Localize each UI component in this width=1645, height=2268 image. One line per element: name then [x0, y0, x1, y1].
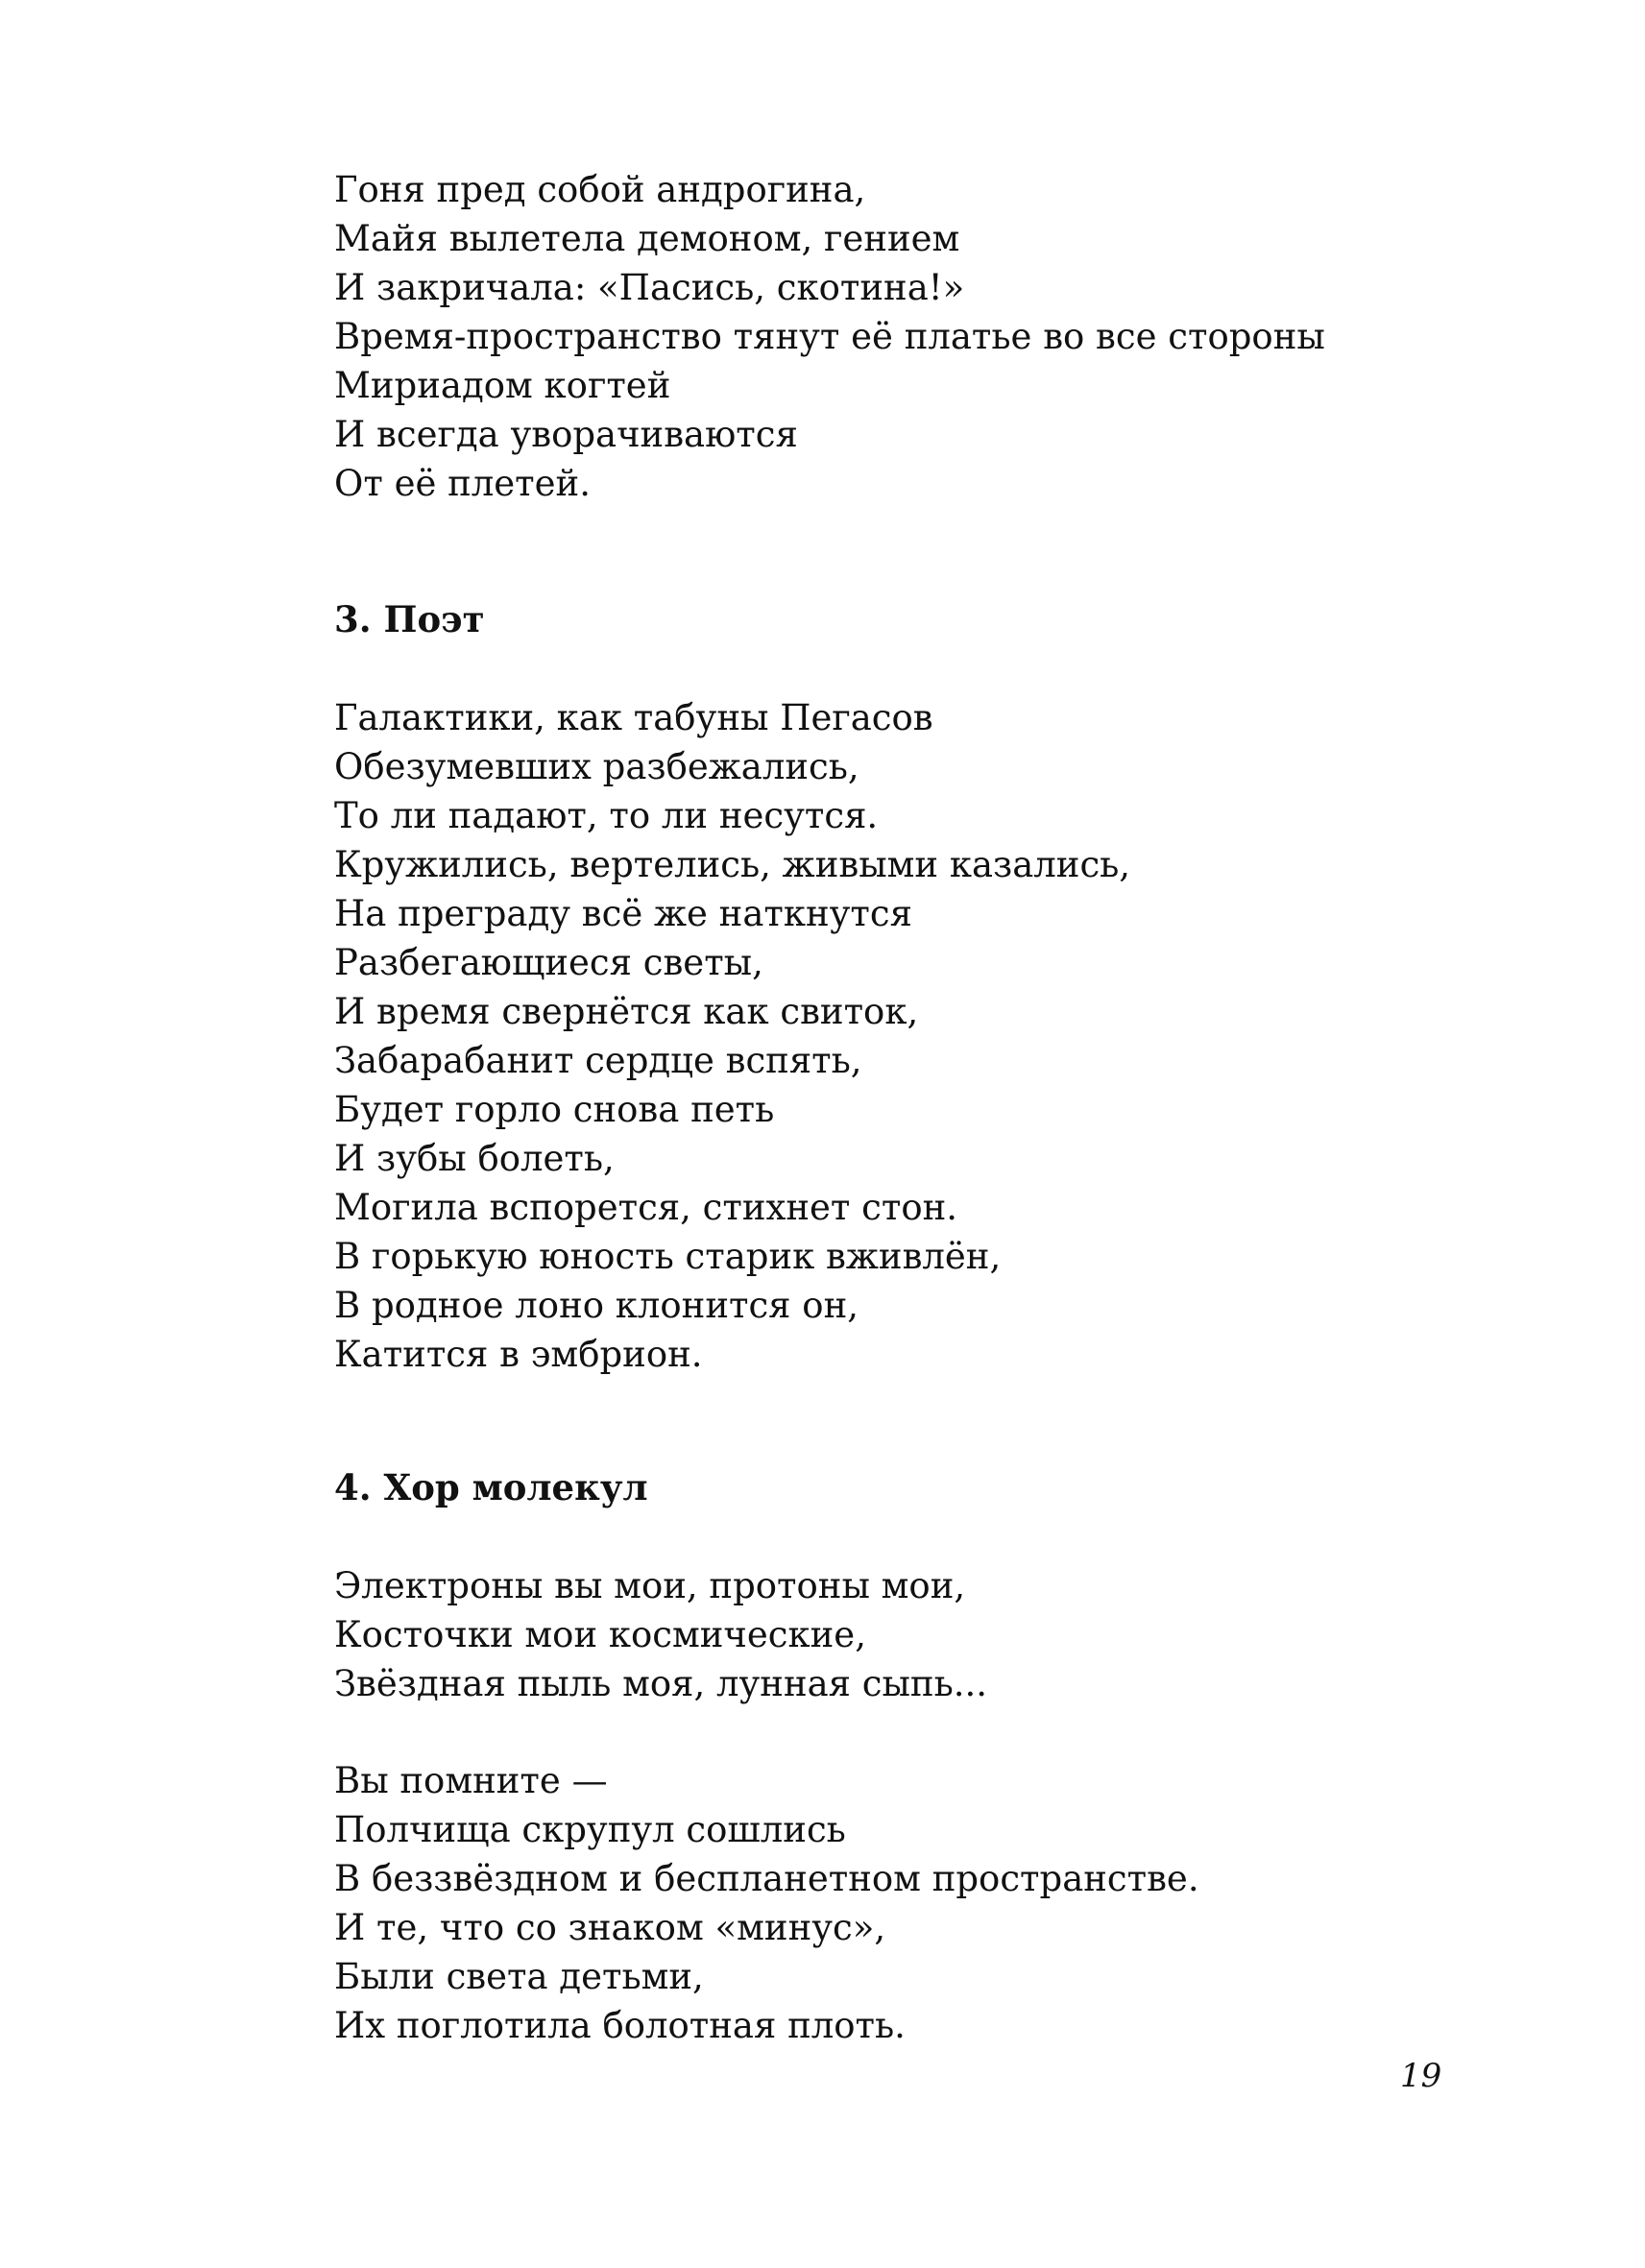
verse-line: И всегда уворачиваются	[334, 414, 798, 455]
section-heading: 3. Поэт	[334, 598, 485, 640]
section-4-stanza-a	[334, 1561, 987, 1708]
verse-line: Время-пространство тянут её платье во все стороны	[334, 316, 1325, 357]
verse-line: Майя вылетела демоном, гением	[334, 218, 960, 259]
section-4-stanza-b	[334, 1756, 1199, 2050]
verse-line: Могила вспорется, стихнет стон.	[334, 1187, 958, 1228]
verse-line: Забарабанит сердце вспять,	[334, 1040, 862, 1081]
verse-line: Будет горло снова петь	[334, 1089, 775, 1130]
verse-line: Электроны вы мои, протоны мои,	[334, 1565, 966, 1606]
verse-line: И время свернётся как свиток,	[334, 991, 919, 1032]
verse-line: Полчища скрупул сошлись	[334, 1809, 846, 1850]
verse-line: От её плетей.	[334, 463, 591, 504]
verse-line: Гоня пред собой андрогина,	[334, 169, 866, 210]
verse-line: Галактики, как табуны Пегасов	[334, 697, 933, 738]
verse-line: В горькую юность старик вживлён,	[334, 1236, 1002, 1277]
section-3-heading-block	[334, 595, 485, 644]
verse-line: Вы помните —	[334, 1760, 608, 1801]
verse-line: В беззвёздном и беспланетном пространстве.	[334, 1858, 1199, 1899]
section-heading: 4. Хор молекул	[334, 1466, 648, 1508]
verse-line: И закричала: «Пасись, скотина!»	[334, 267, 965, 308]
verse-line: Косточки мои космические,	[334, 1614, 866, 1655]
verse-line: И зубы болеть,	[334, 1138, 615, 1179]
verse-line: Кружились, вертелись, живыми казались,	[334, 844, 1131, 885]
section-4-heading-block	[334, 1463, 648, 1512]
verse-line: Их поглотила болотная плоть.	[334, 2005, 906, 2046]
page-number: 19	[1400, 2057, 1442, 2095]
poem-stanza-1	[334, 165, 1325, 508]
verse-line: То ли падают, то ли несутся.	[334, 795, 879, 836]
verse-line: Звёздная пыль моя, лунная сыпь...	[334, 1663, 988, 1704]
verse-line: Обезумевших разбежались,	[334, 746, 859, 787]
verse-line: Были света детьми,	[334, 1956, 704, 1997]
verse-line: Мириадом когтей	[334, 365, 671, 406]
section-3-poem	[334, 693, 1130, 1379]
verse-line: Катится в эмбрион.	[334, 1334, 703, 1375]
verse-line: На преграду всё же наткнутся	[334, 893, 912, 934]
verse-line: И те, что со знаком «минус»,	[334, 1907, 886, 1948]
verse-line: Разбегающиеся светы,	[334, 942, 763, 983]
verse-line: В родное лоно клонится он,	[334, 1285, 859, 1326]
